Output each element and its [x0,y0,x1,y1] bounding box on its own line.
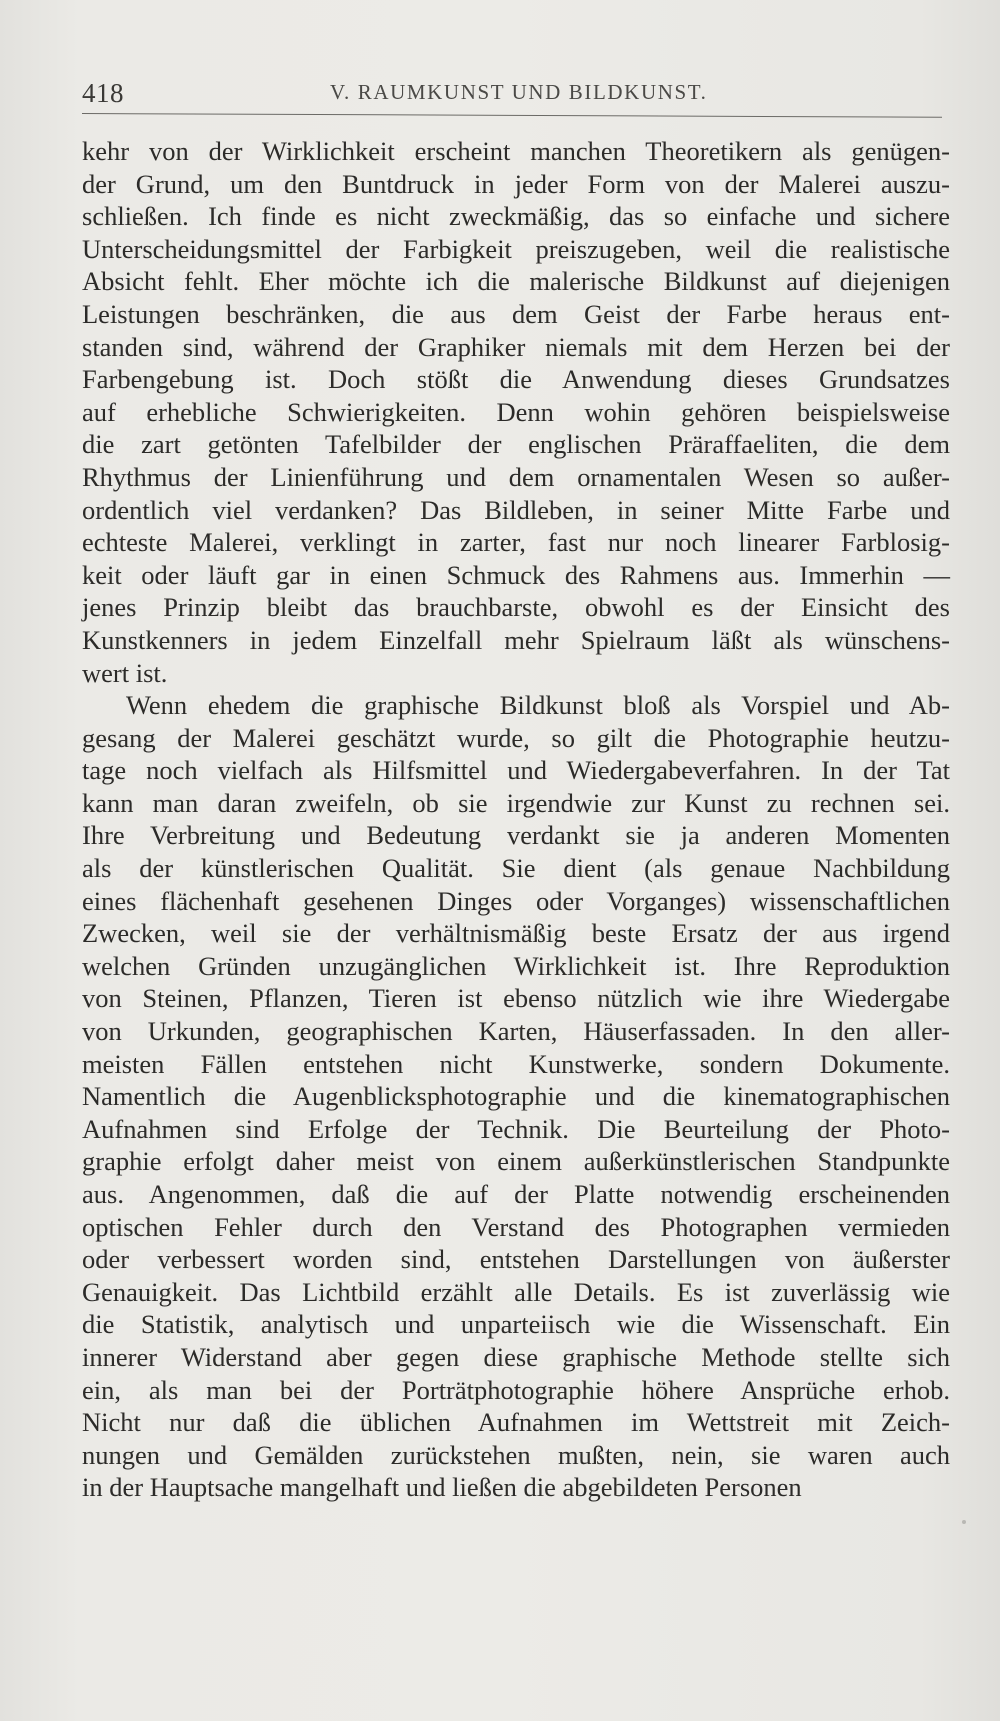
text-line: die zart getönten Tafelbilder der englischen Präraffaeliten, die dem [82,429,950,460]
text-line: Rhythmus der Linienführung und dem ornamentalen Wesen so außer- [82,461,950,492]
text-line: Ihre Verbreitung und Bedeutung verdankt sie ja anderen Momenten [82,820,950,851]
text-line: ein, als man bei der Porträtphotographie höhere Ansprüche erhob. [82,1374,950,1405]
text-line: eines flächenhaft gesehenen Dinges oder Vorganges) wissenschaftlichen [82,885,950,916]
text-line: Wenn ehedem die graphische Bildkunst bloß als Vorspiel und Ab- [126,690,950,721]
text-line: schließen. Ich finde es nicht zweckmäßig, das so einfache und sichere [82,201,950,232]
running-head [82,78,942,114]
text-line: von Steinen, Pflanzen, Tieren ist ebenso nützlich wie ihre Wiedergabe [82,983,950,1014]
text-line: keit oder läuft gar in einen Schmuck des Rahmens aus. Immerhin — [82,559,950,590]
text-line: kehr von der Wirklichkeit erscheint manchen Theoretikern als genügen- [82,136,950,166]
text-line: oder verbessert worden sind, entstehen Darstellungen von äußerster [82,1244,950,1275]
text-line: Kunstkenners in jedem Einzelfall mehr Spielraum läßt als wünschens- [82,624,950,655]
text-line: welchen Gründen unzugänglichen Wirklichkeit ist. Ihre Reproduktion [82,950,950,981]
text-line: Unterscheidungsmittel der Farbigkeit preiszugeben, weil die realistische [82,233,950,264]
text-line: meisten Fällen entstehen nicht Kunstwerke, sondern Dokumente. [82,1048,950,1079]
text-line: Nicht nur daß die üblichen Aufnahmen im Wettstreit mit Zeich- [82,1407,950,1438]
text-line: Aufnahmen sind Erfolge der Technik. Die Beurteilung der Photo- [82,1113,950,1144]
text-line: innerer Widerstand aber gegen diese graphische Methode stellte sich [82,1341,950,1372]
text-line: die Statistik, analytisch und unparteiisch wie die Wissenschaft. Ein [82,1309,950,1340]
text-line: ordentlich viel verdanken? Das Bildleben, in seiner Mitte Farbe und [82,494,950,525]
text-line: graphie erfolgt daher meist von einem außerkünstlerischen Standpunkte [82,1146,950,1177]
text-line: Absicht fehlt. Eher möchte ich die malerische Bildkunst auf diejenigen [82,266,950,297]
paper-speck [962,1520,966,1524]
text-line: der Grund, um den Buntdruck in jeder Form von der Malerei auszu- [82,168,950,199]
text-line: echteste Malerei, verklingt in zarter, fast nur noch linearer Farblosig- [82,527,950,558]
text-line: Genauigkeit. Das Lichtbild erzählt alle Details. Es ist zuverlässig wie [82,1276,950,1307]
text-line: wert ist. [82,657,168,688]
text-line: tage noch vielfach als Hilfsmittel und Wiedergabeverfahren. In der Tat [82,755,950,786]
page-number: 418 [82,78,124,108]
text-line: als der künstlerischen Qualität. Sie dient (als genaue Nachbildung [82,853,950,884]
text-line: jenes Prinzip bleibt das brauchbarste, obwohl es der Einsicht des [82,592,950,623]
text-line: Zwecken, weil sie der verhältnismäßig beste Ersatz der aus irgend [82,918,950,949]
text-line: optischen Fehler durch den Verstand des Photographen vermieden [82,1211,950,1242]
text-line: kann man daran zweifeln, ob sie irgendwie zur Kunst zu rechnen sei. [82,787,950,818]
text-line: aus. Angenommen, daß die auf der Platte notwendig erscheinenden [82,1179,950,1209]
text-line: auf erhebliche Schwierigkeiten. Denn wohin gehören beispielsweise [82,396,950,427]
text-line: von Urkunden, geographischen Karten, Häuserfassaden. In den aller- [82,1016,950,1047]
body-text [82,135,950,1504]
chapter-title: V. RAUMKUNST UND BILDKUNST. [330,80,708,104]
text-line: Namentlich die Augenblicksphotographie und die kinematographischen [82,1081,950,1112]
text-line: gesang der Malerei geschätzt wurde, so gilt die Photographie heutzu- [82,722,950,753]
text-line: standen sind, während der Graphiker niemals mit dem Herzen bei der [82,331,950,362]
text-line: Farbengebung ist. Doch stößt die Anwendung dieses Grundsatzes [82,364,950,395]
text-line: Leistungen beschränken, die aus dem Geist der Farbe heraus ent- [82,298,950,329]
text-line: in der Hauptsache mangelhaft und ließen die abgebildeten Personen [82,1472,802,1503]
text-line: nungen und Gemälden zurückstehen mußten, nein, sie waren auch [82,1439,950,1470]
